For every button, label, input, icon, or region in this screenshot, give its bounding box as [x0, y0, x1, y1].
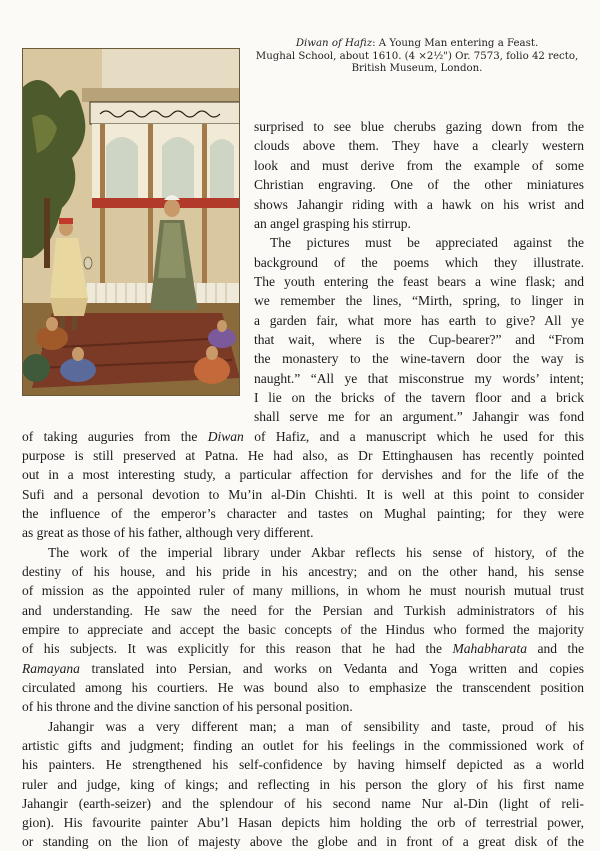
text-segment: of his subjects. It was explicitly for this reason that he had the	[22, 641, 453, 656]
text-line: shall serve me for an argument.” Jahangir was fond	[254, 409, 584, 424]
caption-line-2: Mughal School, about 1610. (4 ×2½") Or. 7573, folio 42 recto,	[255, 50, 579, 62]
text-line: surprised to see blue cherubs gazing down from the	[254, 119, 584, 134]
caption-line-3: British Museum, London.	[351, 63, 483, 75]
text-line: that wait, where is the Cup-bearer?” and “From	[254, 332, 584, 347]
text-line: empire to appreciate and accept the basic concepts of the Hindus who formed the majority	[22, 622, 584, 637]
figure-caption	[252, 38, 582, 76]
italic-title: Diwan	[207, 429, 244, 444]
text-line: as great as those of his father, although very different.	[22, 525, 314, 540]
paragraph-start-line: Jahangir was a very different man; a man of sensibility and taste, proud of his	[48, 719, 584, 734]
miniature-painting-illustration	[22, 48, 240, 396]
text-segment: of taking auguries from the	[22, 429, 208, 444]
text-line: gion). His favourite painter Abu’l Hasan depicts him holding the orb of terrestrial power,	[22, 815, 584, 830]
text-line: background of the poems which they illustrate.	[254, 255, 584, 270]
text-line	[22, 427, 584, 446]
italic-title: Mahabharata	[452, 641, 527, 656]
text-line: artistic gifts and judgment; finding an outlet for his feelings in the commissioned work of	[22, 738, 584, 753]
text-line: his painters. He strengthened his self-confidence by having himself depicted as a world	[22, 757, 584, 772]
text-line: clouds above them. They have a clearly western	[254, 138, 584, 153]
text-line: Jahangir (earth-seizer) and the splendour of his second name Nur al-Din (light of reli-	[22, 796, 584, 811]
text-segment: and the	[526, 641, 585, 656]
text-line: The youth entering the feast bears a wine flask; and	[254, 274, 584, 289]
text-line: a garden fair, what more has earth to give? All ye	[254, 313, 584, 328]
text-line: shows Jahangir riding with a hawk on his wrist and	[254, 197, 584, 212]
text-line: or standing on the lion of majesty above the globe and in front of a great disk of the	[22, 834, 584, 849]
text-line: of mission as the appointed ruler of many millions, in whom he must nourish mutual trust	[22, 583, 584, 598]
paragraph-start-line: The pictures must be appreciated against the	[270, 235, 584, 250]
caption-subject: : A Young Man entering a Feast.	[372, 38, 539, 49]
text-line: the influence of the emperor’s character and tastes on Mughal painting; for they were	[22, 506, 584, 521]
text-line: circulated among his courtiers. He was bound also to emphasize the transcendent position	[22, 680, 584, 695]
paragraph-start-line: The work of the imperial library under Akbar reflects his sense of history, of the	[48, 545, 584, 560]
text-line: Christian engraving. One of the other miniatures	[254, 177, 584, 192]
text-line: look and must derive from the example of some	[254, 158, 584, 173]
text-line: of his throne and the divine sanction of his personal position.	[22, 699, 353, 714]
miniature-painting	[22, 48, 240, 396]
text-line: the monastery to the wine-tavern door the way is	[254, 351, 584, 366]
caption-work-title: Diwan of Hafiz	[295, 38, 373, 49]
text-line	[22, 639, 584, 658]
italic-title: Ramayana	[22, 661, 80, 676]
text-line: we remember the lines, “Mirth, spring, to linger in	[254, 293, 584, 308]
text-line: purpose is still preserved at Patna. He had also, as Dr Ettinghausen has recently pointed	[22, 448, 584, 463]
text-line: destiny of his house, and his pride in his ancestry; and on the other hand, his sense	[22, 564, 584, 579]
text-line	[22, 659, 584, 678]
text-line: naught.” “All ye that misconstrue my words’ intent;	[254, 371, 584, 386]
caption-line-1	[252, 38, 582, 51]
text-line: and understanding. He saw the need for the Persian and Turkish administrators of his	[22, 603, 584, 618]
text-line: I lie on the bricks of the tavern floor and a brick	[254, 390, 584, 405]
text-line: ruler and judge, king of kings; and reflecting in his person the glory of his first name	[22, 777, 584, 792]
text-segment: of Hafiz, and a manuscript which he used for this	[243, 429, 585, 444]
text-segment: translated into Persian, and works on Vedanta and Yoga written and copies	[79, 661, 584, 676]
text-line: Sufi and a personal devotion to Mu’in al-Din Chishti. It is well at this point to consider	[22, 487, 584, 502]
text-line: an angel grasping his stirrup.	[254, 216, 411, 231]
text-line: out in a most interesting study, a particular affection for dervishes and for the life of the	[22, 467, 584, 482]
